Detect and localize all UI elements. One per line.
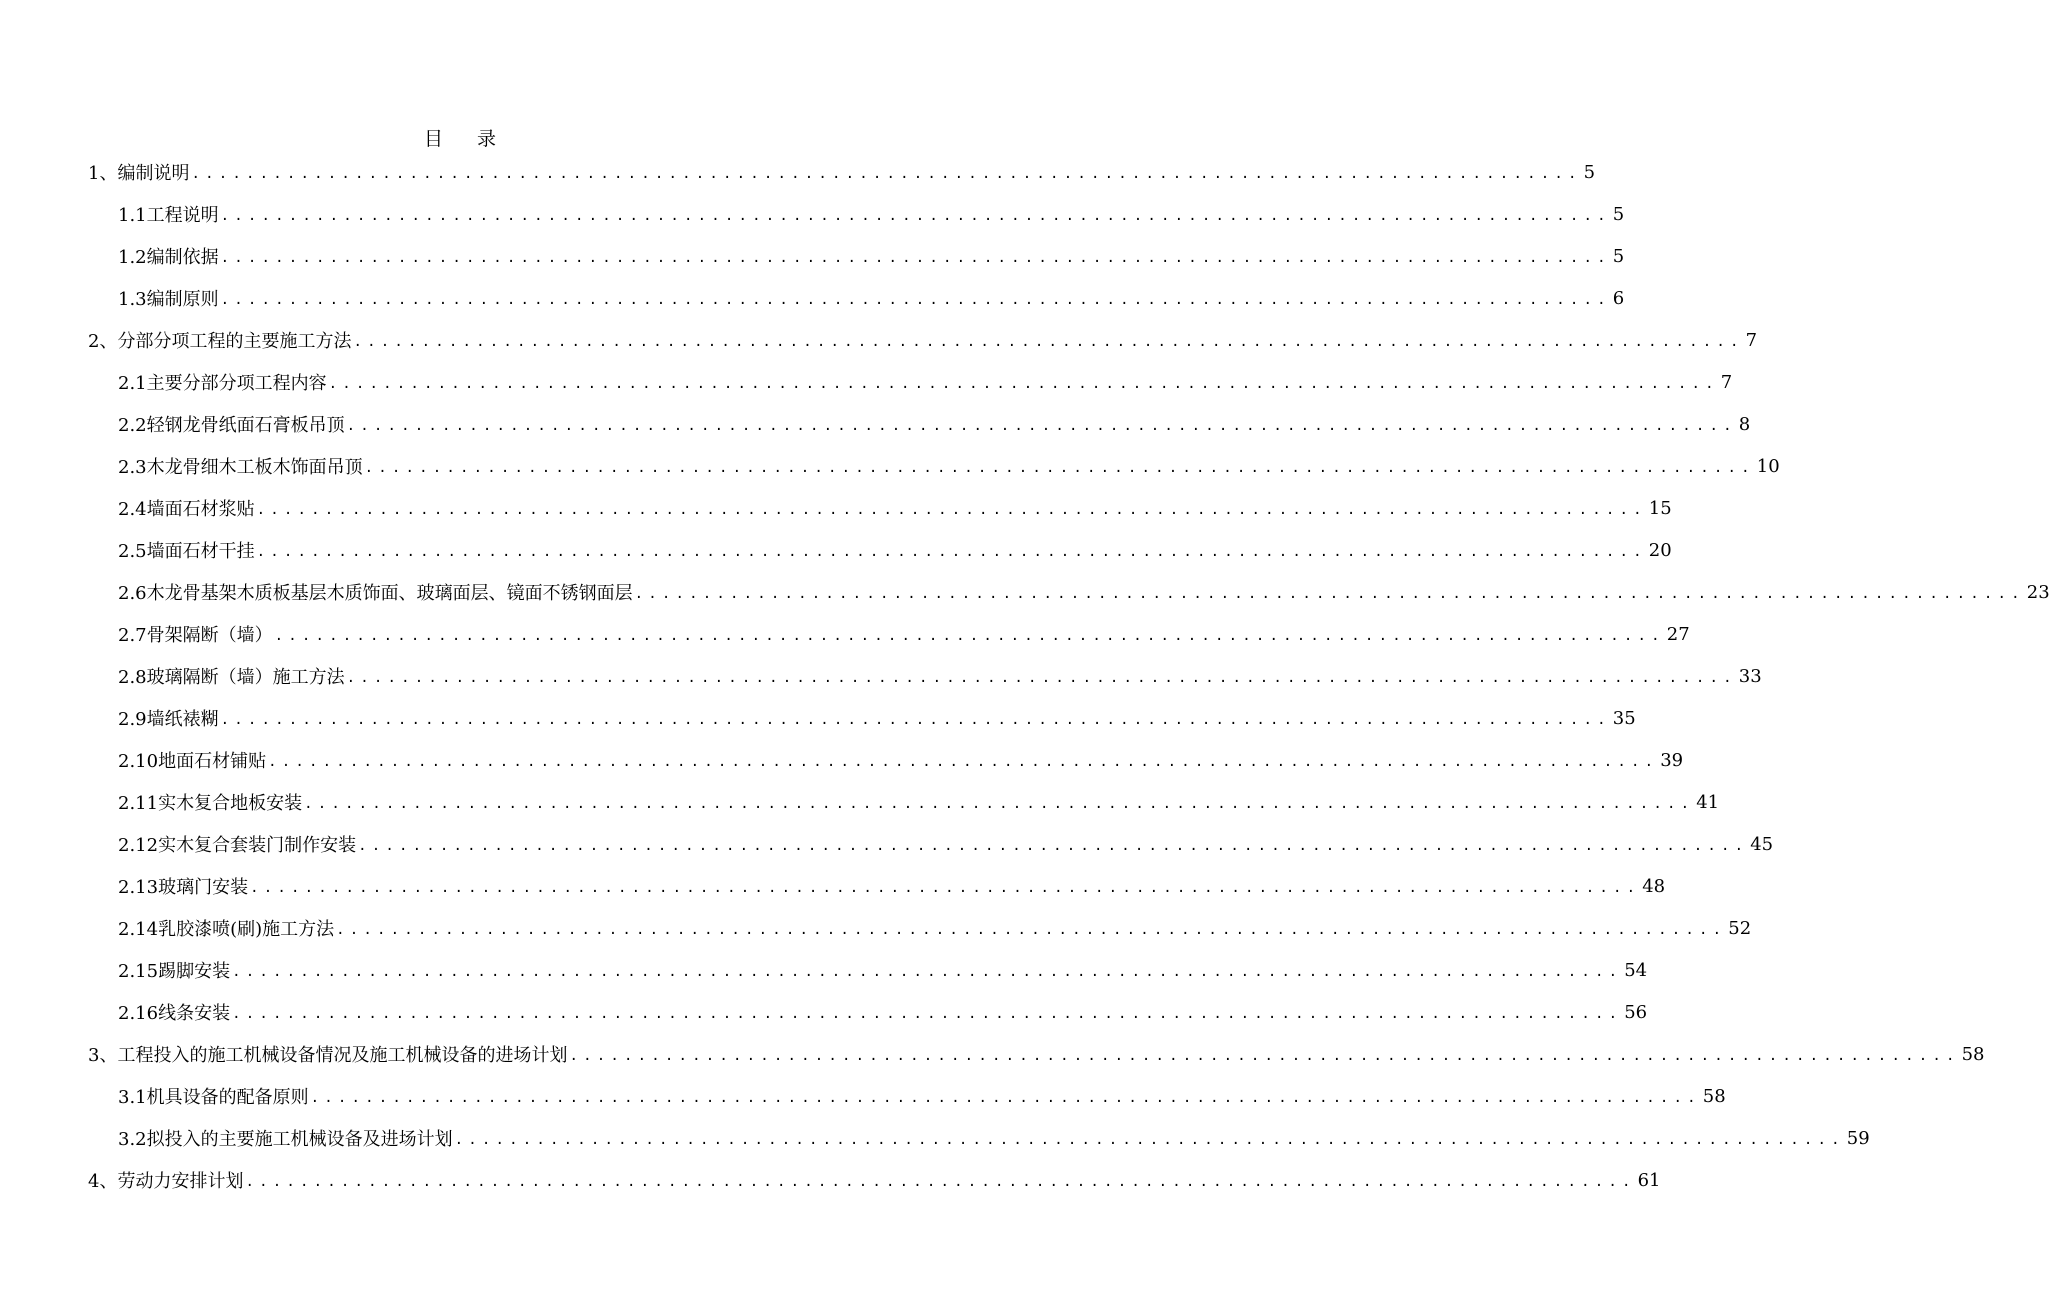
toc-page-number: 5: [1583, 161, 1596, 183]
toc-page-number: 39: [1660, 749, 1684, 771]
toc-entry[interactable]: [0, 277, 1625, 319]
toc-page-number: 35: [1612, 707, 1636, 729]
toc-entry[interactable]: [0, 529, 1672, 571]
toc-entry[interactable]: [0, 907, 1752, 949]
toc-page-number: 5: [1612, 245, 1625, 267]
toc-entry[interactable]: [0, 487, 1672, 529]
toc-entry[interactable]: [0, 697, 1636, 739]
toc-dot-leader: ......................................................................................................: [353, 334, 1744, 350]
toc-dot-leader: ......................................................................................................: [454, 1132, 1845, 1148]
toc-dot-leader: ......................................................................................................: [346, 670, 1737, 686]
toc-entry[interactable]: [0, 445, 1780, 487]
toc-entry[interactable]: [0, 1159, 1661, 1201]
toc-entry[interactable]: [0, 949, 1648, 991]
toc-entry[interactable]: [0, 193, 1625, 235]
toc-page-number: 58: [1702, 1085, 1726, 1107]
toc-page-number: 41: [1696, 791, 1720, 813]
toc-page-number: 7: [1720, 371, 1733, 393]
toc-dot-leader: ......................................................................................................: [569, 1048, 1960, 1064]
toc-entry[interactable]: [0, 403, 1751, 445]
toc-dot-leader: ......................................................................................................: [220, 712, 1611, 728]
toc-dot-leader: ......................................................................................................: [191, 166, 1582, 182]
toc-dot-leader: ......................................................................................................: [245, 1174, 1636, 1190]
toc-entry[interactable]: [0, 1033, 1985, 1075]
toc-entry-title: 2.14乳胶漆喷(刷)施工方法: [118, 919, 335, 940]
toc-entry-title: 1.2编制依据: [118, 247, 219, 268]
toc-page-number: 61: [1637, 1169, 1661, 1191]
toc-page-number: 7: [1745, 329, 1758, 351]
toc-entry[interactable]: [0, 1075, 1726, 1117]
toc-dot-leader: ......................................................................................................: [220, 250, 1611, 266]
toc-entry-title: 3.1机具设备的配备原则: [118, 1087, 309, 1108]
toc-entry-title: 3.2拟投入的主要施工机械设备及进场计划: [118, 1129, 453, 1150]
toc-dot-leader: ......................................................................................................: [346, 418, 1737, 434]
toc-entry-title: 2.2轻钢龙骨纸面石膏板吊顶: [118, 415, 345, 436]
toc-entry-title: 3、工程投入的施工机械设备情况及施工机械设备的进场计划: [88, 1045, 568, 1066]
toc-entry[interactable]: [0, 655, 1762, 697]
toc-entry[interactable]: [0, 823, 1774, 865]
toc-page-number: 20: [1648, 539, 1672, 561]
toc-page-number: 56: [1624, 1001, 1648, 1023]
toc-entry-title: 2.3木龙骨细木工板木饰面吊顶: [118, 457, 363, 478]
toc-entry-title: 2.9墙纸裱糊: [118, 709, 219, 730]
toc-dot-leader: ......................................................................................................: [634, 586, 2025, 602]
toc-entry-title: 2.8玻璃隔断（墙）施工方法: [118, 667, 345, 688]
toc-dot-leader: ......................................................................................................: [358, 838, 1749, 854]
toc-page-number: 59: [1846, 1127, 1870, 1149]
toc-page-number: 52: [1728, 917, 1752, 939]
toc-entry[interactable]: [0, 865, 1666, 907]
toc-entry-title: 2.1主要分部分项工程内容: [118, 373, 327, 394]
toc-page-number: 54: [1624, 959, 1648, 981]
toc-page-number: 48: [1642, 875, 1666, 897]
toc-page-number: 58: [1961, 1043, 1985, 1065]
toc-entry[interactable]: [0, 1117, 1870, 1159]
toc-page-number: 5: [1612, 203, 1625, 225]
toc-entry[interactable]: [0, 319, 1758, 361]
toc-entry-title: 2、分部分项工程的主要施工方法: [88, 331, 352, 352]
toc-entry[interactable]: [0, 613, 1690, 655]
toc-dot-leader: ......................................................................................................: [310, 1090, 1701, 1106]
toc-entry[interactable]: [0, 571, 2050, 613]
toc-page-number: 33: [1738, 665, 1762, 687]
toc-entry-title: 2.10地面石材铺贴: [118, 751, 267, 772]
toc-dot-leader: ......................................................................................................: [232, 964, 1623, 980]
toc-dot-leader: ......................................................................................................: [220, 208, 1611, 224]
toc-entry[interactable]: [0, 991, 1648, 1033]
toc-entry[interactable]: [0, 361, 1733, 403]
toc-entry-title: 2.16线条安装: [118, 1003, 231, 1024]
toc-title: 目录: [423, 128, 530, 150]
toc-entry-title: 2.5墙面石材干挂: [118, 541, 255, 562]
toc-entry-title: 2.7骨架隔断（墙）: [118, 625, 273, 646]
toc-page-number: 8: [1738, 413, 1751, 435]
toc-dot-leader: ......................................................................................................: [304, 796, 1695, 812]
toc-entry-title: 2.13玻璃门安装: [118, 877, 249, 898]
toc-entry[interactable]: [0, 151, 1596, 193]
toc-dot-leader: ......................................................................................................: [256, 502, 1647, 518]
toc-dot-leader: ......................................................................................................: [274, 628, 1665, 644]
toc-dot-leader: ......................................................................................................: [328, 376, 1719, 392]
toc-entry-title: 1.1工程说明: [118, 205, 219, 226]
toc-entry-title: 2.15踢脚安装: [118, 961, 231, 982]
toc-list: [0, 151, 2050, 1201]
toc-dot-leader: ......................................................................................................: [232, 1006, 1623, 1022]
toc-entry-title: 2.11实木复合地板安装: [118, 793, 303, 814]
toc-dot-leader: ......................................................................................................: [256, 544, 1647, 560]
toc-dot-leader: ......................................................................................................: [336, 922, 1727, 938]
toc-entry-title: 2.12实木复合套装门制作安装: [118, 835, 357, 856]
toc-entry[interactable]: [0, 235, 1625, 277]
toc-entry-title: 1、编制说明: [88, 163, 190, 184]
toc-page-number: 27: [1666, 623, 1690, 645]
toc-dot-leader: ......................................................................................................: [268, 754, 1659, 770]
toc-entry-title: 4、劳动力安排计划: [88, 1171, 244, 1192]
toc-entry[interactable]: [0, 739, 1684, 781]
toc-dot-leader: ......................................................................................................: [364, 460, 1755, 476]
toc-entry-title: 2.4墙面石材浆贴: [118, 499, 255, 520]
toc-entry-title: 2.6木龙骨基架木质板基层木质饰面、玻璃面层、镜面不锈钢面层: [118, 583, 633, 604]
toc-entry[interactable]: [0, 781, 1720, 823]
toc-page-number: 6: [1612, 287, 1625, 309]
toc-dot-leader: ......................................................................................................: [250, 880, 1641, 896]
toc-page-number: 45: [1750, 833, 1774, 855]
toc-entry-title: 1.3编制原则: [118, 289, 219, 310]
toc-page-number: 23: [2026, 581, 2050, 603]
toc-dot-leader: ......................................................................................................: [220, 292, 1611, 308]
toc-page-number: 10: [1756, 455, 1780, 477]
toc-page-number: 15: [1648, 497, 1672, 519]
